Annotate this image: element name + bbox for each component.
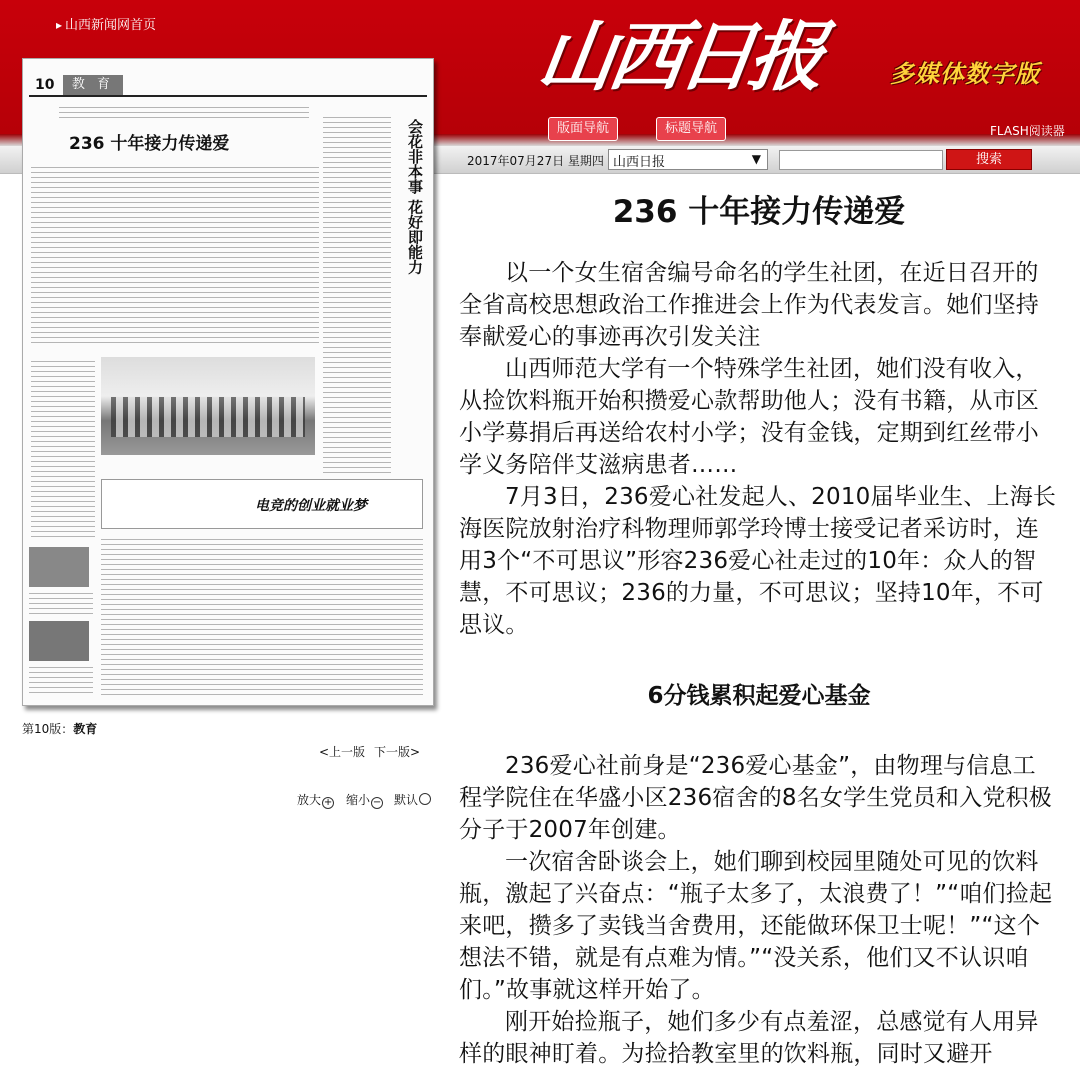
layout-nav-button[interactable]: 版面导航 bbox=[548, 117, 618, 141]
next-page-link[interactable]: 下一版> bbox=[374, 745, 421, 759]
page-number: 10 bbox=[35, 77, 55, 93]
edition-name: 教育 bbox=[73, 722, 98, 736]
paper-select-value: 山西日报 bbox=[613, 155, 666, 170]
logo-subtitle: 多媒体数字版 bbox=[890, 60, 1040, 88]
page-section: 教 育 bbox=[63, 75, 123, 95]
zoom-reset-button[interactable] bbox=[394, 791, 431, 808]
zoom-in-button[interactable] bbox=[297, 791, 334, 809]
article-paragraph: 7月3日，236爱心社发起人、2010届毕业生、上海长海医院放射治疗科物理师郭学玲博士接受记者采访时，连用3个“不可思议”形容236爱心社走过的10年：众人的智慧，不可思议；236的力量，不可思议；坚持10年，不可思议。 bbox=[459, 484, 1057, 638]
flash-reader-link[interactable]: FLASH阅读器 bbox=[990, 124, 1065, 138]
plus-icon: + bbox=[323, 797, 333, 808]
title-nav-button[interactable]: 标题导航 bbox=[656, 117, 726, 141]
article-paragraph: 以一个女生宿舍编号命名的学生社团，在近日召开的全省高校思想政治工作推进会上作为代表发言。她们坚持奉献爱心的事迹再次引发关注 bbox=[459, 260, 1039, 350]
newspaper-logo: 山西日报 bbox=[532, 12, 826, 101]
text-block bbox=[101, 537, 423, 697]
page-header-strip bbox=[29, 75, 427, 97]
search-input[interactable] bbox=[779, 150, 943, 170]
news-photo bbox=[29, 547, 89, 587]
zoom-out-button[interactable] bbox=[346, 791, 383, 809]
edition-prefix: 第10版： bbox=[22, 722, 74, 736]
zoom-out-label: 缩小 bbox=[346, 793, 371, 807]
paper-select[interactable] bbox=[608, 149, 768, 170]
text-block bbox=[323, 115, 391, 475]
text-block bbox=[29, 591, 93, 617]
home-link[interactable]: ▸ 山西新闻网首页 bbox=[56, 14, 156, 33]
article-title: 236 十年接力传递爱 bbox=[612, 194, 906, 230]
news-photo bbox=[101, 357, 315, 455]
thumbnail-side-title[interactable]: 会花非本事 花好即能力 bbox=[406, 119, 424, 275]
article-subheading: 6分钱累积起爱心基金 bbox=[647, 683, 871, 709]
search-button[interactable]: 搜索 bbox=[946, 149, 1032, 170]
zoom-reset-label: 默认 bbox=[394, 793, 419, 807]
thumbnail-headline[interactable]: 236 十年接力传递爱 bbox=[69, 134, 230, 154]
edition-label bbox=[22, 720, 97, 737]
text-block bbox=[31, 165, 319, 345]
thumbnail-subheadline[interactable]: 电竞的创业就业梦 bbox=[255, 498, 367, 514]
article-paragraph: 山西师范大学有一个特殊学生社团，她们没有收入，从捡饮料瓶开始积攒爱心款帮助他人；没有书籍，从市区小学募捐后再送给农村小学；没有金钱，定期到红丝带小学义务陪伴艾滋病患者…… bbox=[459, 356, 1039, 478]
page-thumbnail[interactable] bbox=[22, 58, 434, 706]
text-block bbox=[29, 665, 93, 695]
circle-icon bbox=[419, 793, 431, 805]
chevron-down-icon: ▼ bbox=[751, 152, 761, 166]
article-paragraph: 刚开始捡瓶子，她们多少有点羞涩，总感觉有人用异样的眼神盯着。为捡拾教室里的饮料瓶，同时又避开 bbox=[459, 1009, 1039, 1067]
news-photo bbox=[29, 621, 89, 661]
minus-icon: − bbox=[372, 797, 382, 808]
zoom-in-label: 放大 bbox=[297, 793, 322, 807]
article-paragraph: 236爱心社前身是“236爱心基金”，由物理与信息工程学院住在华盛小区236宿舍的8名女学生党员和入党积极分子于2007年创建。 bbox=[459, 753, 1052, 843]
prev-page-link[interactable]: <上一版 bbox=[319, 745, 366, 759]
article-paragraph: 一次宿舍卧谈会上，她们聊到校园里随处可见的饮料瓶，激起了兴奋点：“瓶子太多了，太浪费了！”“咱们捡起来吧，攒多了卖钱当舍费用，还能做环保卫士呢！”“这个想法不错，就是有点难为情。”“没关系，他们又不认识咱们。”故事就这样开始了。 bbox=[459, 849, 1053, 1003]
issue-date: 2017年07月27日 星期四 bbox=[467, 154, 604, 168]
text-block bbox=[59, 105, 309, 119]
article-body bbox=[459, 176, 1059, 1072]
text-block bbox=[31, 359, 95, 539]
